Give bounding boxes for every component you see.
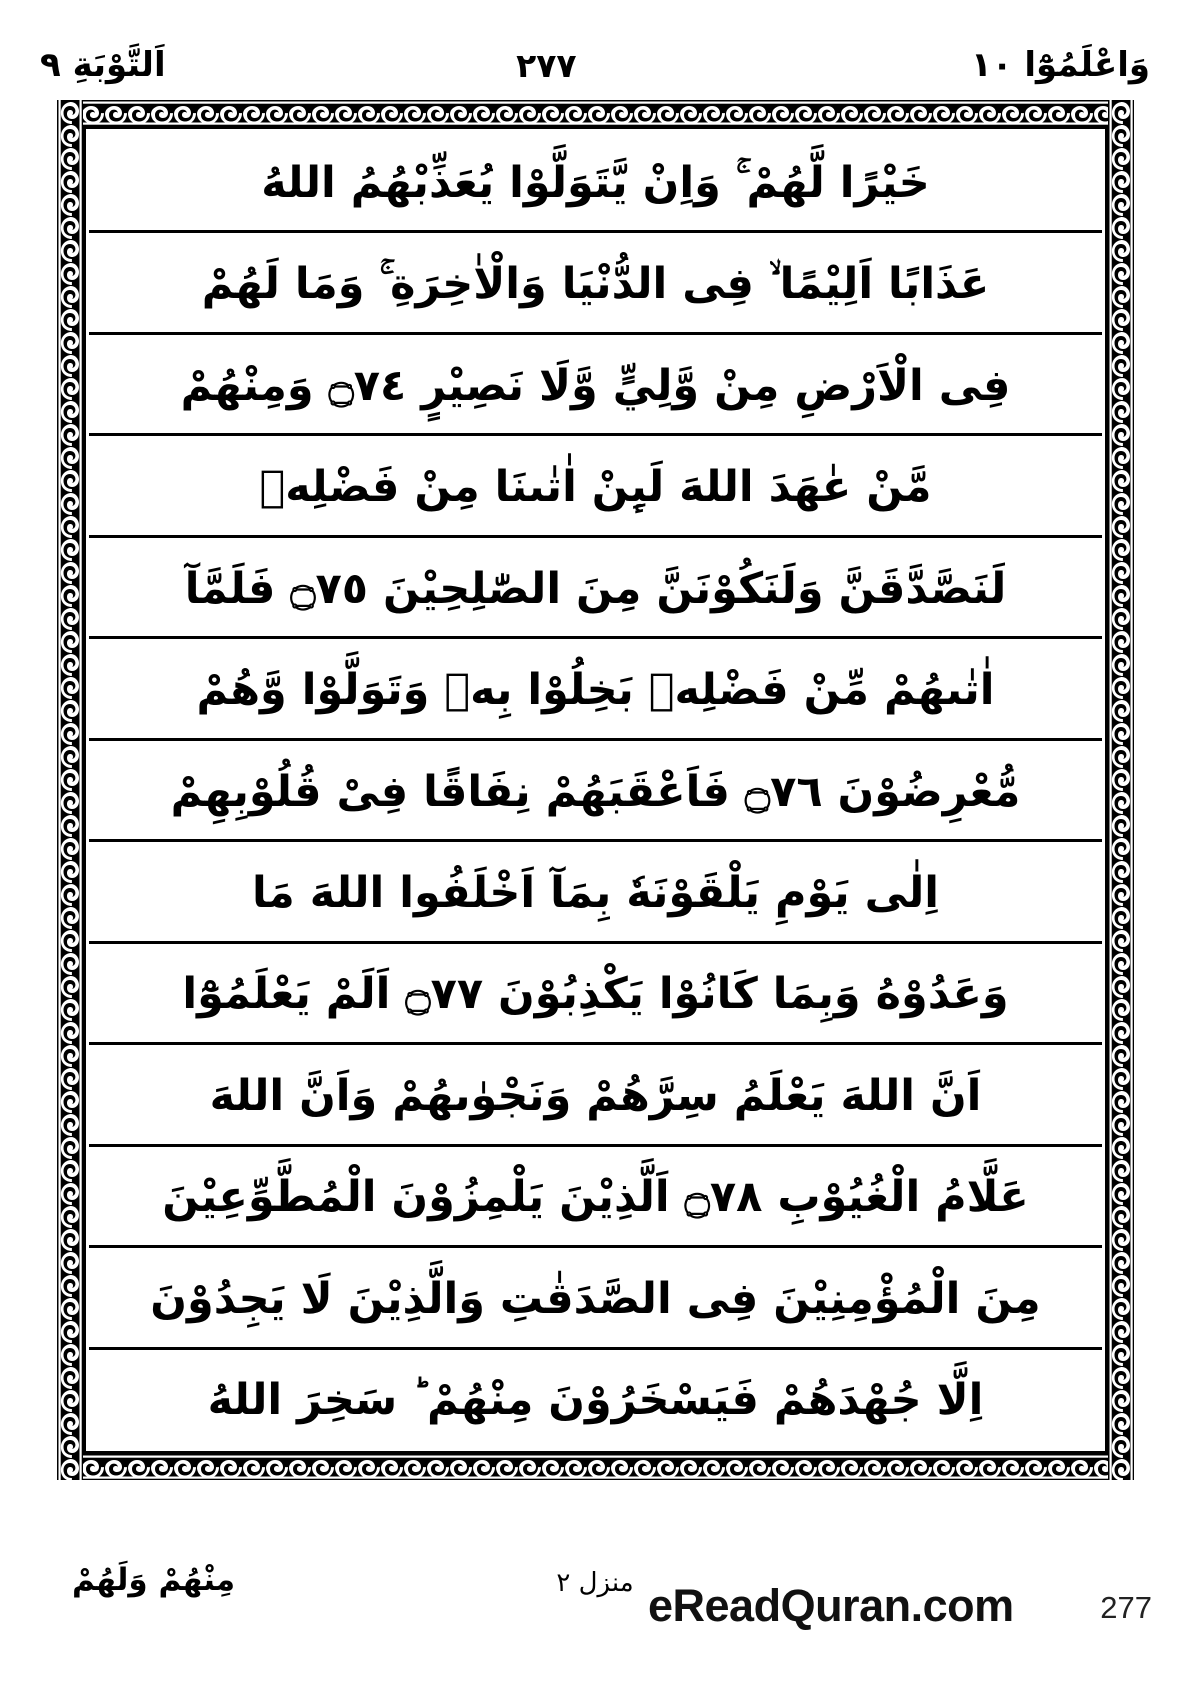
manzil-label: منزل ٢: [556, 1568, 634, 1598]
ayah-line: [89, 639, 1102, 740]
text-block-border: [83, 126, 1108, 1454]
surah-label: اَلتَّوْبَةِ ٩: [40, 45, 166, 85]
ayah-line-text: عَلَّامُ الْغُيُوْبِ ۝٧٨ اَلَّذِيْنَ يَلْمِزُوْنَ الْمُطَّوِّعِيْنَ: [162, 1172, 1029, 1223]
catchword-text: مِنْهُمْ وَلَهُمْ: [72, 1562, 236, 1598]
ayah-line: [89, 335, 1102, 436]
brand-watermark: eReadQuran.com: [648, 1580, 1014, 1631]
ayah-line: [89, 741, 1102, 842]
ayah-line: [89, 132, 1102, 233]
ayah-lines-container: [89, 132, 1102, 1448]
frame-bottom-ornament: [57, 1454, 1134, 1480]
ayah-line-text: لَنَصَّدَّقَنَّ وَلَنَكُوْنَنَّ مِنَ الصّٰلِحِيْنَ ۝٧٥ فَلَمَّآ: [184, 563, 1007, 614]
ayah-line-text: اِلٰى يَوْمِ يَلْقَوْنَهٗ بِمَآ اَخْلَفُوا اللهَ مَا: [252, 867, 939, 918]
ornamental-frame: [57, 100, 1134, 1480]
ayah-line: [89, 944, 1102, 1045]
frame-left-ornament: [57, 100, 83, 1480]
ayah-line-text: مَّنْ عٰهَدَ اللهَ لَىِٕنْ اٰتٰىنَا مِنْ فَضْلِهٖ: [259, 462, 932, 513]
ayah-line-text: اٰتٰىهُمْ مِّنْ فَضْلِهٖ بَخِلُوْا بِهٖ وَتَوَلَّوْا وَّهُمْ: [196, 665, 995, 716]
ayah-line: [89, 538, 1102, 639]
ayah-line: [89, 842, 1102, 943]
footer-page-number: 277: [1100, 1590, 1152, 1625]
ayah-line: [89, 1248, 1102, 1349]
juz-label: وَاعْلَمُوْٓا ١٠: [970, 45, 1150, 85]
ayah-line: [89, 436, 1102, 537]
ayah-line-text: وَعَدُوْهُ وَبِمَا كَانُوْا يَكْذِبُوْنَ ۝٧٧ اَلَمْ يَعْلَمُوْٓا: [182, 969, 1009, 1020]
ayah-line-text: عَذَابًا اَلِيْمًا ۙ فِى الدُّنْيَا وَالْاٰخِرَةِ ۚ وَمَا لَهُمْ: [201, 259, 990, 310]
ayah-line-text: مِنَ الْمُؤْمِنِيْنَ فِى الصَّدَقٰتِ وَالَّذِيْنَ لَا يَجِدُوْنَ: [150, 1273, 1041, 1324]
ayah-line-text: مُّعْرِضُوْنَ ۝٧٦ فَاَعْقَبَهُمْ نِفَاقًا فِىْ قُلُوْبِهِمْ: [170, 766, 1021, 817]
ayah-line: [89, 1147, 1102, 1248]
ayah-line-text: فِى الْاَرْضِ مِنْ وَّلِيٍّ وَّلَا نَصِيْرٍ ۝٧٤ وَمِنْهُمْ: [180, 360, 1011, 411]
frame-top-ornament: [57, 100, 1134, 126]
ayah-line: [89, 1350, 1102, 1448]
page-header: [40, 34, 1150, 96]
ayah-line-text: اِلَّا جُهْدَهُمْ فَيَسْخَرُوْنَ مِنْهُمْ ؕ سَخِرَ اللهُ: [207, 1375, 984, 1426]
frame-right-ornament: [1108, 100, 1134, 1480]
page-footer: [0, 1490, 1190, 1680]
ayah-line: [89, 233, 1102, 334]
ayah-line-text: اَنَّ اللهَ يَعْلَمُ سِرَّهُمْ وَنَجْوٰىهُمْ وَاَنَّ اللهَ: [209, 1070, 982, 1121]
header-page-number-arabic: ٢٧٧: [516, 45, 577, 85]
ayah-line-text: خَيْرًا لَّهُمْ ۚ وَاِنْ يَّتَوَلَّوْا يُعَذِّبْهُمُ اللهُ: [261, 157, 930, 208]
ayah-line: [89, 1045, 1102, 1146]
